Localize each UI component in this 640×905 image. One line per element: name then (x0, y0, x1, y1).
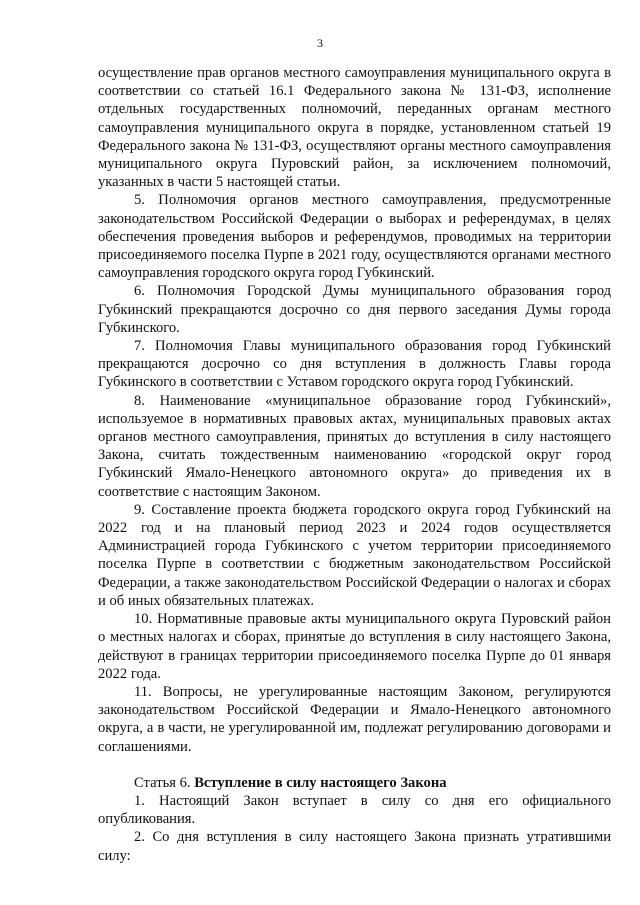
paragraph-5: 5. Полномочия органов местного самоуправления, предусмотренные законодательством Российской Федерации о выборах и референдумах, в целях обеспечения проведения выборов и референдумов, проводимых на территории присоединяемого поселка Пурпе в 2021 году, осуществляются органами местного самоуправления городского округа город Губкинский. (98, 192, 611, 282)
article-6-heading (98, 774, 611, 792)
section-gap (98, 756, 611, 774)
article-6-paragraph-2: 2. Со дня вступления в силу настоящего Закона признать утратившими силу: (98, 829, 611, 864)
paragraph-7: 7. Полномочия Главы муниципального образования город Губкинский прекращаются досрочно со дня вступления в должность Главы города Губкинского в соответствии с Уставом городского округа город Губкинский. (98, 338, 611, 391)
paragraph-continuation: осуществление прав органов местного самоуправления муниципального округа в соответствии со статьей 16.1 Федерального закона № 131-ФЗ, исполнение отдельных государственных полномочий, переданных органам местного самоуправления муниципального округа в порядке, установленном статьей 19 Федерального закона № 131-ФЗ, осуществляют органы местного самоуправления муниципального округа Пуровский район, за исключением полномочий, указанных в части 5 настоящей статьи. (98, 65, 611, 191)
article-title: Вступление в силу настоящего Закона (194, 774, 447, 791)
paragraph-6: 6. Полномочия Городской Думы муниципального образования город Губкинский прекращаются досрочно со дня первого заседания Думы города Губкинского. (98, 283, 611, 336)
article-6-paragraph-1: 1. Настоящий Закон вступает в силу со дня его официального опубликования. (98, 792, 611, 828)
page-number: 3 (317, 36, 323, 50)
document-body (98, 64, 611, 865)
paragraph-10: 10. Нормативные правовые акты муниципального округа Пуровский район о местных налогах и сборах, принятые до вступления в силу настоящего Закона, действуют в границах территории присоединяемого поселка Пурпе до 01 января 2022 года. (98, 611, 611, 682)
paragraph-11: 11. Вопросы, не урегулированные настоящим Законом, регулируются законодательством Российской Федерации и Ямало-Ненецкого автономного округа, а в части, не урегулированной им, подлежат регулированию договорами и соглашениями. (98, 683, 611, 755)
article-prefix: Статья 6. (134, 774, 195, 791)
paragraph-9: 9. Составление проекта бюджета городского округа город Губкинский на 2022 год и на плановый период 2023 и 2024 годов осуществляется Администрацией города Губкинского с учетом территории присоединяемого поселка Пурпе в соответствии с бюджетным законодательством Российской Федерации, а также законодательством Российской Федерации о налогах и сборах и об иных обязательных платежах. (98, 501, 611, 609)
paragraph-8: 8. Наименование «муниципальное образование город Губкинский», используемое в нормативных правовых актах, муниципальных правовых актах органов местного самоуправления, принятых до вступления в силу настоящего Закона, считать тождественным наименованию «городской округ город Губкинский Ямало-Ненецкого автономного округа» до приведения их в соответствие с настоящим Законом. (98, 392, 611, 500)
